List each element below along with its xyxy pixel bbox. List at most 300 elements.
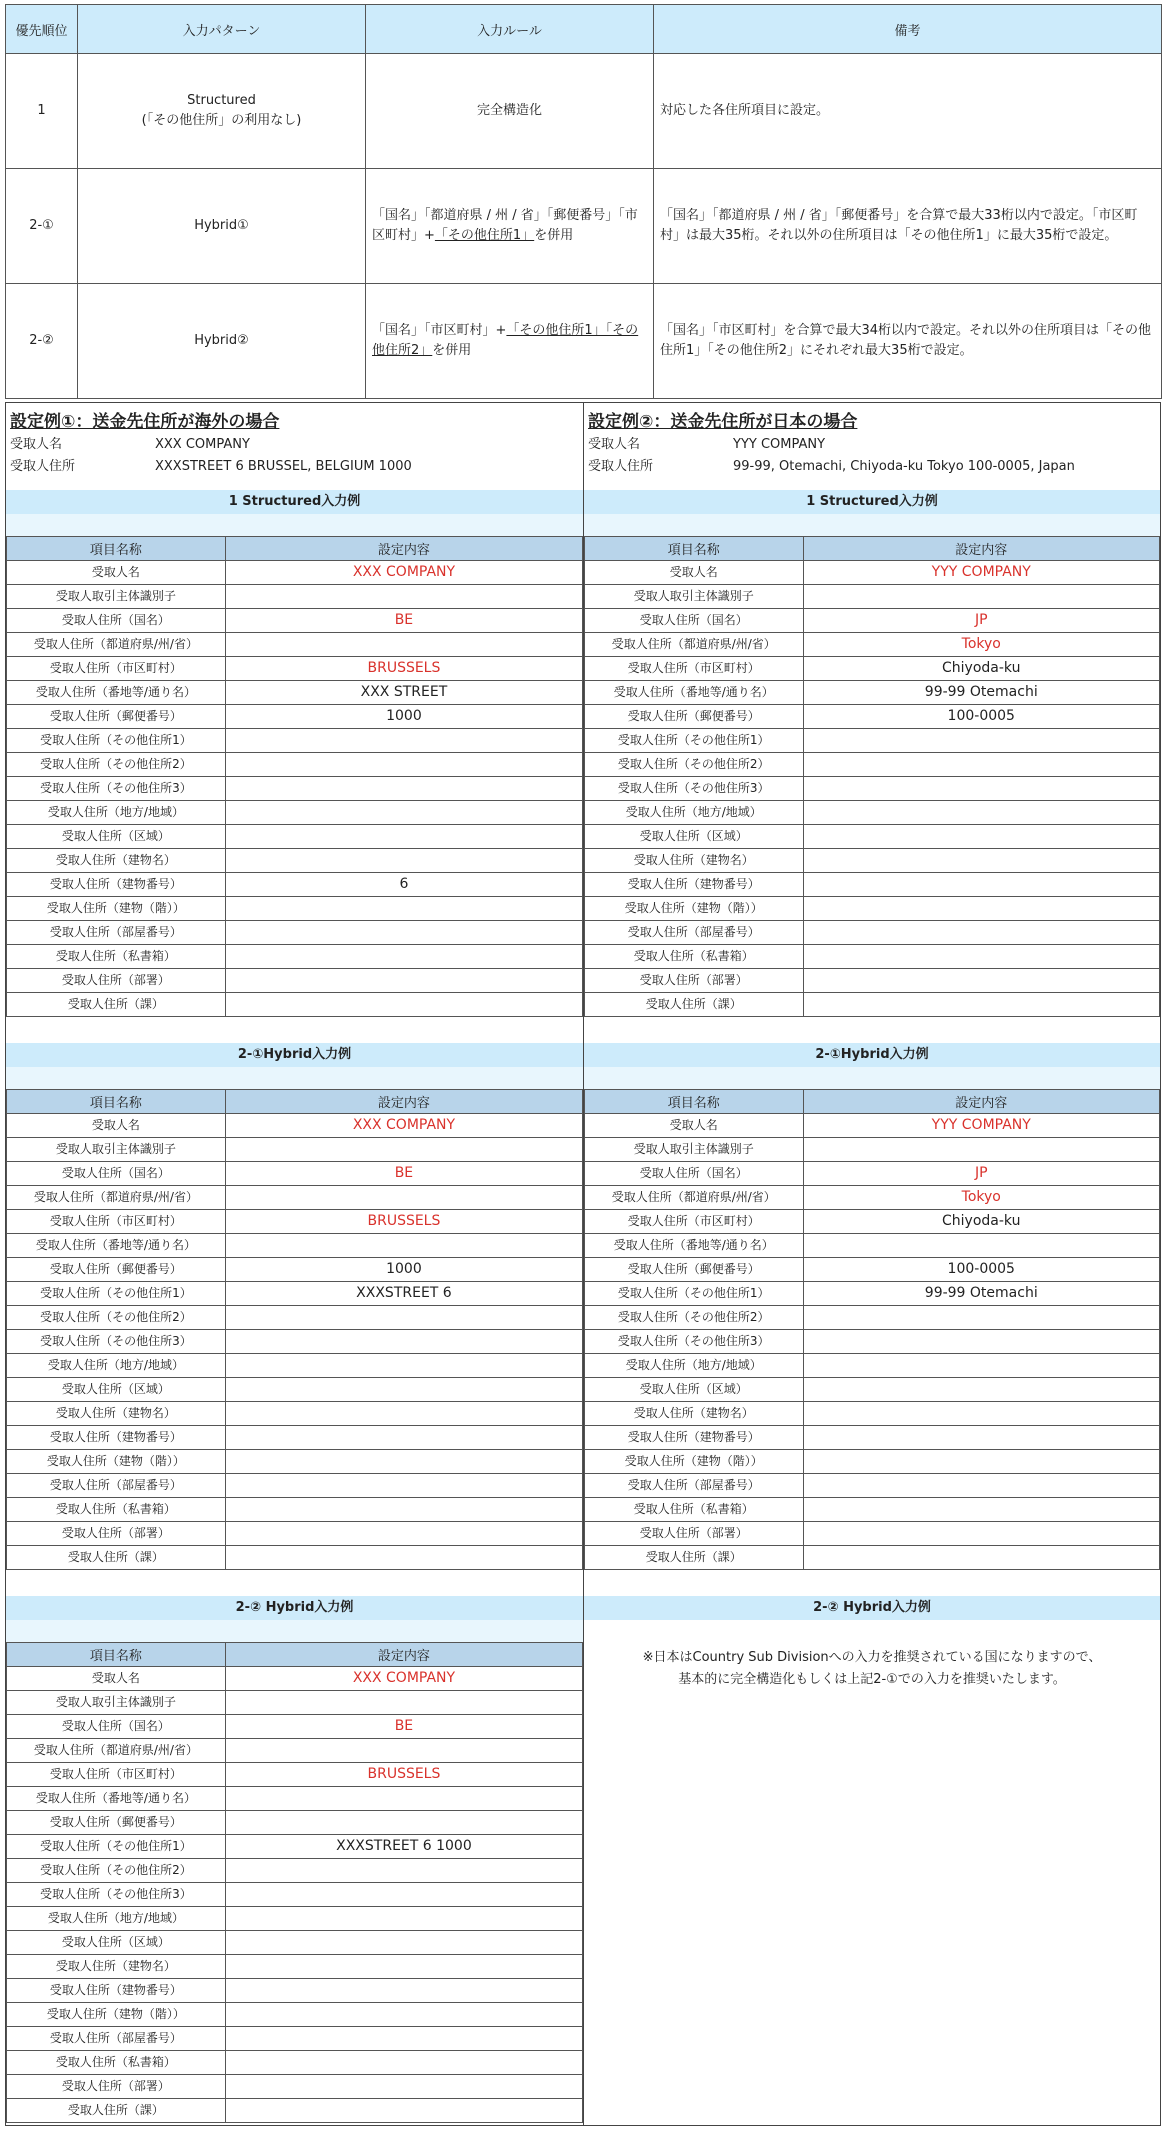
item-value bbox=[225, 585, 582, 609]
example-left bbox=[6, 403, 584, 2125]
item-value: 100-0005 bbox=[803, 1258, 1160, 1282]
table-row bbox=[7, 657, 583, 681]
item-name: 受取人住所（課） bbox=[7, 1546, 226, 1570]
note-cell: 「国名」「市区町村」を合算で最大34桁以内で設定。それ以外の住所項目は「その他住所1」「その他住所2」にそれぞれ最大35桁で設定。 bbox=[654, 284, 1162, 399]
item-value bbox=[225, 1955, 582, 1979]
table-row bbox=[7, 1186, 583, 1210]
item-name: 受取人住所（地方/地域） bbox=[7, 1354, 226, 1378]
table-row bbox=[585, 801, 1160, 825]
item-value: 1000 bbox=[225, 1258, 582, 1282]
item-value: XXX STREET bbox=[225, 681, 582, 705]
example-right bbox=[584, 403, 1160, 2125]
table-row bbox=[585, 897, 1160, 921]
item-name: 受取人住所（部署） bbox=[585, 1522, 804, 1546]
item-name: 受取人住所（課） bbox=[585, 1546, 804, 1570]
item-value bbox=[803, 1354, 1160, 1378]
item-name: 受取人住所（その他住所3） bbox=[585, 1330, 804, 1354]
table-row bbox=[7, 825, 583, 849]
table-row bbox=[7, 777, 583, 801]
item-name: 受取人住所（建物番号） bbox=[7, 1426, 226, 1450]
item-name: 受取人住所（都道府県/州/省） bbox=[585, 633, 804, 657]
table-row bbox=[585, 825, 1160, 849]
item-value bbox=[803, 1378, 1160, 1402]
item-value bbox=[803, 729, 1160, 753]
section-spacer bbox=[6, 514, 583, 536]
table-row bbox=[7, 1426, 583, 1450]
item-value bbox=[225, 729, 582, 753]
item-name: 受取人住所（建物番号） bbox=[585, 1426, 804, 1450]
section-spacer bbox=[6, 1067, 583, 1089]
item-value bbox=[225, 1811, 582, 1835]
item-value bbox=[803, 921, 1160, 945]
rule-cell: 完全構造化 bbox=[366, 54, 654, 169]
priority-value: 2-① bbox=[6, 169, 78, 284]
item-value bbox=[225, 825, 582, 849]
item-value bbox=[225, 1522, 582, 1546]
item-name: 受取人住所（建物番号） bbox=[585, 873, 804, 897]
item-value bbox=[225, 1378, 582, 1402]
item-name: 受取人名 bbox=[585, 561, 804, 585]
recipient-address-row bbox=[588, 455, 1075, 474]
table-row bbox=[585, 729, 1160, 753]
table-row bbox=[7, 897, 583, 921]
table-row bbox=[7, 993, 583, 1017]
rule-underlined-text: 「その他住所1」「その他住所2」 bbox=[372, 323, 639, 358]
item-value: XXX COMPANY bbox=[225, 1667, 582, 1691]
item-name: 受取人住所（部署） bbox=[7, 969, 226, 993]
item-value bbox=[803, 1450, 1160, 1474]
table-row bbox=[7, 2027, 583, 2051]
item-table bbox=[584, 536, 1160, 1017]
item-name: 受取人住所（その他住所2） bbox=[7, 1306, 226, 1330]
item-value: YYY COMPANY bbox=[803, 1114, 1160, 1138]
table-row bbox=[585, 1450, 1160, 1474]
item-value bbox=[225, 1739, 582, 1763]
item-name: 受取人住所（建物（階）） bbox=[7, 2003, 226, 2027]
table-row bbox=[7, 1378, 583, 1402]
item-value bbox=[803, 1426, 1160, 1450]
item-value bbox=[803, 801, 1160, 825]
example-left-title: 設定例①：送金先住所が海外の場合 bbox=[10, 412, 280, 432]
item-name: 受取人住所（その他住所2） bbox=[7, 1859, 226, 1883]
table-row bbox=[7, 2051, 583, 2075]
table-row bbox=[585, 657, 1160, 681]
table-row bbox=[585, 633, 1160, 657]
item-value: Tokyo bbox=[803, 1186, 1160, 1210]
section-header: 2-①Hybrid入力例 bbox=[584, 1043, 1160, 1067]
item-name: 受取人住所（郵便番号） bbox=[7, 1811, 226, 1835]
item-value bbox=[803, 1330, 1160, 1354]
item-name: 受取人住所（区域） bbox=[7, 825, 226, 849]
item-value bbox=[803, 873, 1160, 897]
item-value bbox=[225, 1330, 582, 1354]
item-name: 受取人住所（部屋番号） bbox=[585, 921, 804, 945]
rule-cell bbox=[366, 169, 654, 284]
note-cell: 対応した各住所項目に設定。 bbox=[654, 54, 1162, 169]
table-row bbox=[585, 1522, 1160, 1546]
priority-table bbox=[5, 4, 1162, 399]
item-name: 受取人取引主体識別子 bbox=[585, 585, 804, 609]
item-value bbox=[225, 1931, 582, 1955]
item-value bbox=[225, 1426, 582, 1450]
pattern-name: Hybrid② bbox=[78, 284, 366, 399]
item-name: 受取人住所（区域） bbox=[7, 1378, 226, 1402]
item-table-header bbox=[7, 1090, 583, 1114]
table-row bbox=[585, 1210, 1160, 1234]
item-name: 受取人住所（部屋番号） bbox=[585, 1474, 804, 1498]
item-value bbox=[225, 1306, 582, 1330]
item-name: 受取人住所（都道府県/州/省） bbox=[7, 1739, 226, 1763]
item-name: 受取人住所（建物（階）） bbox=[7, 1450, 226, 1474]
priority-value: 1 bbox=[6, 54, 78, 169]
item-value bbox=[225, 921, 582, 945]
item-name: 受取人住所（市区町村） bbox=[585, 1210, 804, 1234]
item-name: 受取人住所（市区町村） bbox=[7, 657, 226, 681]
item-value bbox=[225, 2075, 582, 2099]
table-row bbox=[585, 945, 1160, 969]
item-value bbox=[803, 825, 1160, 849]
item-name: 受取人住所（その他住所2） bbox=[7, 753, 226, 777]
item-value bbox=[803, 945, 1160, 969]
item-name: 受取人住所（地方/地域） bbox=[7, 801, 226, 825]
item-value bbox=[225, 1691, 582, 1715]
item-name: 受取人住所（国名） bbox=[585, 1162, 804, 1186]
item-value: XXXSTREET 6 bbox=[225, 1282, 582, 1306]
item-name: 受取人住所（郵便番号） bbox=[7, 1258, 226, 1282]
table-row bbox=[7, 969, 583, 993]
recipient-name-value: YYY COMPANY bbox=[733, 437, 826, 452]
column-value: 設定内容 bbox=[803, 537, 1160, 561]
item-name: 受取人住所（市区町村） bbox=[585, 657, 804, 681]
table-row bbox=[7, 2003, 583, 2027]
recipient-name-row bbox=[588, 433, 825, 452]
table-row bbox=[7, 1811, 583, 1835]
item-value bbox=[225, 945, 582, 969]
item-table-header bbox=[585, 537, 1160, 561]
item-value bbox=[225, 633, 582, 657]
item-table bbox=[6, 1089, 583, 1570]
column-value: 設定内容 bbox=[225, 537, 582, 561]
table-row bbox=[7, 1739, 583, 1763]
item-value bbox=[225, 1498, 582, 1522]
column-item-name: 項目名称 bbox=[585, 1090, 804, 1114]
item-name: 受取人住所（郵便番号） bbox=[7, 705, 226, 729]
item-value: XXX COMPANY bbox=[225, 1114, 582, 1138]
item-value bbox=[803, 1306, 1160, 1330]
item-name: 受取人住所（建物名） bbox=[7, 849, 226, 873]
table-row bbox=[585, 561, 1160, 585]
item-value bbox=[803, 777, 1160, 801]
item-value bbox=[803, 585, 1160, 609]
item-name: 受取人住所（その他住所1） bbox=[7, 729, 226, 753]
table-row bbox=[585, 1162, 1160, 1186]
item-name: 受取人住所（国名） bbox=[7, 609, 226, 633]
item-value bbox=[225, 1787, 582, 1811]
table-row bbox=[7, 705, 583, 729]
item-name: 受取人住所（その他住所2） bbox=[585, 1306, 804, 1330]
recipient-address-value: XXXSTREET 6 BRUSSEL, BELGIUM 1000 bbox=[155, 459, 412, 474]
item-value bbox=[803, 1234, 1160, 1258]
table-row bbox=[585, 1234, 1160, 1258]
table-row bbox=[585, 1498, 1160, 1522]
item-value: Chiyoda-ku bbox=[803, 657, 1160, 681]
item-name: 受取人取引主体識別子 bbox=[7, 1138, 226, 1162]
item-name: 受取人住所（課） bbox=[7, 993, 226, 1017]
table-row bbox=[585, 1138, 1160, 1162]
item-value bbox=[803, 849, 1160, 873]
recipient-name-row bbox=[10, 433, 250, 452]
table-row bbox=[7, 681, 583, 705]
item-name: 受取人住所（私書箱） bbox=[7, 2051, 226, 2075]
header-note: 備考 bbox=[654, 5, 1162, 54]
table-row bbox=[7, 849, 583, 873]
item-value: Tokyo bbox=[803, 633, 1160, 657]
item-name: 受取人名 bbox=[7, 561, 226, 585]
item-value bbox=[225, 2027, 582, 2051]
item-table bbox=[584, 1089, 1160, 1570]
item-value: 100-0005 bbox=[803, 705, 1160, 729]
table-row bbox=[7, 1931, 583, 1955]
pattern-name: Hybrid① bbox=[78, 169, 366, 284]
item-value: JP bbox=[803, 1162, 1160, 1186]
item-value bbox=[803, 897, 1160, 921]
recipient-address-value: 99-99, Otemachi, Chiyoda-ku Tokyo 100-0005, Japan bbox=[733, 459, 1075, 474]
section-header: 2-② Hybrid入力例 bbox=[6, 1596, 583, 1620]
table-row bbox=[7, 1330, 583, 1354]
item-name: 受取人住所（番地等/通り名） bbox=[585, 681, 804, 705]
item-value bbox=[225, 1234, 582, 1258]
item-table bbox=[6, 1642, 583, 2123]
priority-row bbox=[6, 284, 1162, 399]
item-value bbox=[225, 801, 582, 825]
column-value: 設定内容 bbox=[225, 1090, 582, 1114]
table-row bbox=[7, 1450, 583, 1474]
item-value bbox=[225, 897, 582, 921]
item-value: JP bbox=[803, 609, 1160, 633]
item-name: 受取人名 bbox=[7, 1667, 226, 1691]
item-name: 受取人住所（部屋番号） bbox=[7, 921, 226, 945]
item-name: 受取人名 bbox=[585, 1114, 804, 1138]
item-value bbox=[225, 753, 582, 777]
item-value bbox=[225, 969, 582, 993]
item-name: 受取人住所（部屋番号） bbox=[7, 1474, 226, 1498]
item-value: BRUSSELS bbox=[225, 1763, 582, 1787]
table-row bbox=[7, 1162, 583, 1186]
column-value: 設定内容 bbox=[803, 1090, 1160, 1114]
pattern-cell bbox=[78, 54, 366, 169]
table-row bbox=[7, 2075, 583, 2099]
table-row bbox=[7, 1258, 583, 1282]
item-value bbox=[803, 1402, 1160, 1426]
table-row bbox=[7, 1691, 583, 1715]
table-row bbox=[585, 1378, 1160, 1402]
item-value: 6 bbox=[225, 873, 582, 897]
item-name: 受取人取引主体識別子 bbox=[7, 585, 226, 609]
table-row bbox=[7, 801, 583, 825]
table-row bbox=[7, 1210, 583, 1234]
table-row bbox=[585, 1426, 1160, 1450]
item-name: 受取人住所（建物（階）） bbox=[7, 897, 226, 921]
item-value bbox=[225, 1474, 582, 1498]
recipient-name-label: 受取人名 bbox=[10, 437, 63, 452]
table-row bbox=[585, 1114, 1160, 1138]
section-spacer bbox=[584, 1067, 1160, 1089]
header-rule: 入力ルール bbox=[366, 5, 654, 54]
hybrid2-note-line1: ※日本はCountry Sub Divisionへの入力を推奨されている国になりますので、 bbox=[642, 1650, 1102, 1665]
example-right-title: 設定例②：送金先住所が日本の場合 bbox=[588, 412, 858, 432]
item-name: 受取人住所（地方/地域） bbox=[585, 1354, 804, 1378]
item-name: 受取人取引主体識別子 bbox=[585, 1138, 804, 1162]
item-name: 受取人住所（建物（階）） bbox=[585, 1450, 804, 1474]
item-table-header bbox=[585, 1090, 1160, 1114]
item-value: XXX COMPANY bbox=[225, 561, 582, 585]
item-name: 受取人住所（建物名） bbox=[7, 1955, 226, 1979]
item-name: 受取人住所（区域） bbox=[585, 825, 804, 849]
item-value bbox=[803, 753, 1160, 777]
section-header: 1 Structured入力例 bbox=[584, 490, 1160, 514]
item-name: 受取人住所（その他住所1） bbox=[7, 1835, 226, 1859]
section-spacer bbox=[584, 514, 1160, 536]
item-name: 受取人住所（建物名） bbox=[585, 1402, 804, 1426]
table-row bbox=[7, 633, 583, 657]
item-name: 受取人住所（その他住所3） bbox=[7, 1883, 226, 1907]
item-value bbox=[225, 1138, 582, 1162]
table-row bbox=[7, 1979, 583, 2003]
item-value: YYY COMPANY bbox=[803, 561, 1160, 585]
item-value: 99-99 Otemachi bbox=[803, 681, 1160, 705]
item-name: 受取人住所（番地等/通り名） bbox=[7, 681, 226, 705]
item-name: 受取人取引主体識別子 bbox=[7, 1691, 226, 1715]
section-header: 2-①Hybrid入力例 bbox=[6, 1043, 583, 1067]
item-name: 受取人住所（その他住所3） bbox=[7, 1330, 226, 1354]
item-name: 受取人住所（課） bbox=[585, 993, 804, 1017]
column-item-name: 項目名称 bbox=[7, 537, 226, 561]
recipient-address-row bbox=[10, 455, 412, 474]
recipient-name-value: XXX COMPANY bbox=[155, 437, 250, 452]
table-row bbox=[7, 1546, 583, 1570]
rule-cell bbox=[366, 284, 654, 399]
table-row bbox=[7, 1907, 583, 1931]
item-name: 受取人住所（区域） bbox=[7, 1931, 226, 1955]
header-pattern: 入力パターン bbox=[78, 5, 366, 54]
item-name: 受取人住所（その他住所1） bbox=[7, 1282, 226, 1306]
table-row bbox=[7, 585, 583, 609]
examples-section bbox=[5, 402, 1161, 2126]
pattern-name: Structured bbox=[187, 93, 256, 108]
item-value: BE bbox=[225, 1715, 582, 1739]
column-item-name: 項目名称 bbox=[7, 1090, 226, 1114]
item-name: 受取人住所（建物名） bbox=[585, 849, 804, 873]
item-name: 受取人住所（市区町村） bbox=[7, 1763, 226, 1787]
table-row bbox=[585, 1330, 1160, 1354]
item-name: 受取人住所（都道府県/州/省） bbox=[7, 1186, 226, 1210]
item-value bbox=[803, 1522, 1160, 1546]
item-value bbox=[225, 2003, 582, 2027]
rule-underlined-text: 「その他住所1」 bbox=[434, 228, 535, 243]
item-value bbox=[225, 2099, 582, 2123]
column-item-name: 項目名称 bbox=[585, 537, 804, 561]
item-name: 受取人住所（市区町村） bbox=[7, 1210, 226, 1234]
item-name: 受取人住所（建物番号） bbox=[7, 873, 226, 897]
table-row bbox=[585, 705, 1160, 729]
item-name: 受取人住所（その他住所3） bbox=[585, 777, 804, 801]
item-value: 1000 bbox=[225, 705, 582, 729]
table-row bbox=[7, 1138, 583, 1162]
table-row bbox=[585, 969, 1160, 993]
item-value bbox=[225, 2051, 582, 2075]
table-row bbox=[585, 921, 1160, 945]
column-value: 設定内容 bbox=[225, 1643, 582, 1667]
recipient-address-label: 受取人住所 bbox=[10, 459, 76, 474]
item-value: BE bbox=[225, 609, 582, 633]
recipient-name-label: 受取人名 bbox=[588, 437, 641, 452]
table-row bbox=[7, 1955, 583, 1979]
table-row bbox=[7, 873, 583, 897]
item-name: 受取人住所（都道府県/州/省） bbox=[7, 633, 226, 657]
item-value bbox=[803, 1498, 1160, 1522]
item-name: 受取人住所（その他住所1） bbox=[585, 1282, 804, 1306]
item-value bbox=[225, 1450, 582, 1474]
table-row bbox=[585, 681, 1160, 705]
item-name: 受取人住所（建物（階）） bbox=[585, 897, 804, 921]
item-name: 受取人住所（建物名） bbox=[7, 1402, 226, 1426]
item-value: 99-99 Otemachi bbox=[803, 1282, 1160, 1306]
table-row bbox=[585, 873, 1160, 897]
table-row bbox=[7, 1114, 583, 1138]
item-name: 受取人住所（部署） bbox=[585, 969, 804, 993]
item-name: 受取人住所（その他住所1） bbox=[585, 729, 804, 753]
table-row bbox=[585, 1474, 1160, 1498]
table-row bbox=[7, 1787, 583, 1811]
table-row bbox=[585, 777, 1160, 801]
item-name: 受取人住所（私書箱） bbox=[585, 945, 804, 969]
table-row bbox=[7, 1234, 583, 1258]
item-name: 受取人住所（郵便番号） bbox=[585, 705, 804, 729]
pattern-sub: (「その他住所」の利用なし) bbox=[141, 113, 302, 128]
item-name: 受取人住所（都道府県/州/省） bbox=[585, 1186, 804, 1210]
item-name: 受取人住所（区域） bbox=[585, 1378, 804, 1402]
header-priority: 優先順位 bbox=[6, 5, 78, 54]
table-row bbox=[7, 1522, 583, 1546]
item-value bbox=[803, 1474, 1160, 1498]
table-row bbox=[585, 993, 1160, 1017]
item-name: 受取人住所（課） bbox=[7, 2099, 226, 2123]
table-row bbox=[7, 1715, 583, 1739]
table-row bbox=[7, 1763, 583, 1787]
item-table-header bbox=[7, 537, 583, 561]
table-row bbox=[7, 1835, 583, 1859]
table-row bbox=[7, 729, 583, 753]
table-row bbox=[7, 921, 583, 945]
item-value bbox=[225, 849, 582, 873]
table-row bbox=[585, 1258, 1160, 1282]
section-header: 1 Structured入力例 bbox=[6, 490, 583, 514]
item-name: 受取人名 bbox=[7, 1114, 226, 1138]
table-row bbox=[7, 753, 583, 777]
item-name: 受取人住所（部署） bbox=[7, 2075, 226, 2099]
item-name: 受取人住所（地方/地域） bbox=[7, 1907, 226, 1931]
table-row bbox=[585, 1282, 1160, 1306]
priority-row bbox=[6, 54, 1162, 169]
item-name: 受取人住所（部屋番号） bbox=[7, 2027, 226, 2051]
item-value bbox=[225, 1546, 582, 1570]
item-name: 受取人住所（建物番号） bbox=[7, 1979, 226, 2003]
item-value bbox=[803, 993, 1160, 1017]
hybrid2-note-line2: 基本的に完全構造化もしくは上記2-①での入力を推奨いたします。 bbox=[678, 1672, 1066, 1687]
table-row bbox=[7, 1474, 583, 1498]
rule-text: を併用 bbox=[432, 343, 472, 358]
priority-value: 2-② bbox=[6, 284, 78, 399]
